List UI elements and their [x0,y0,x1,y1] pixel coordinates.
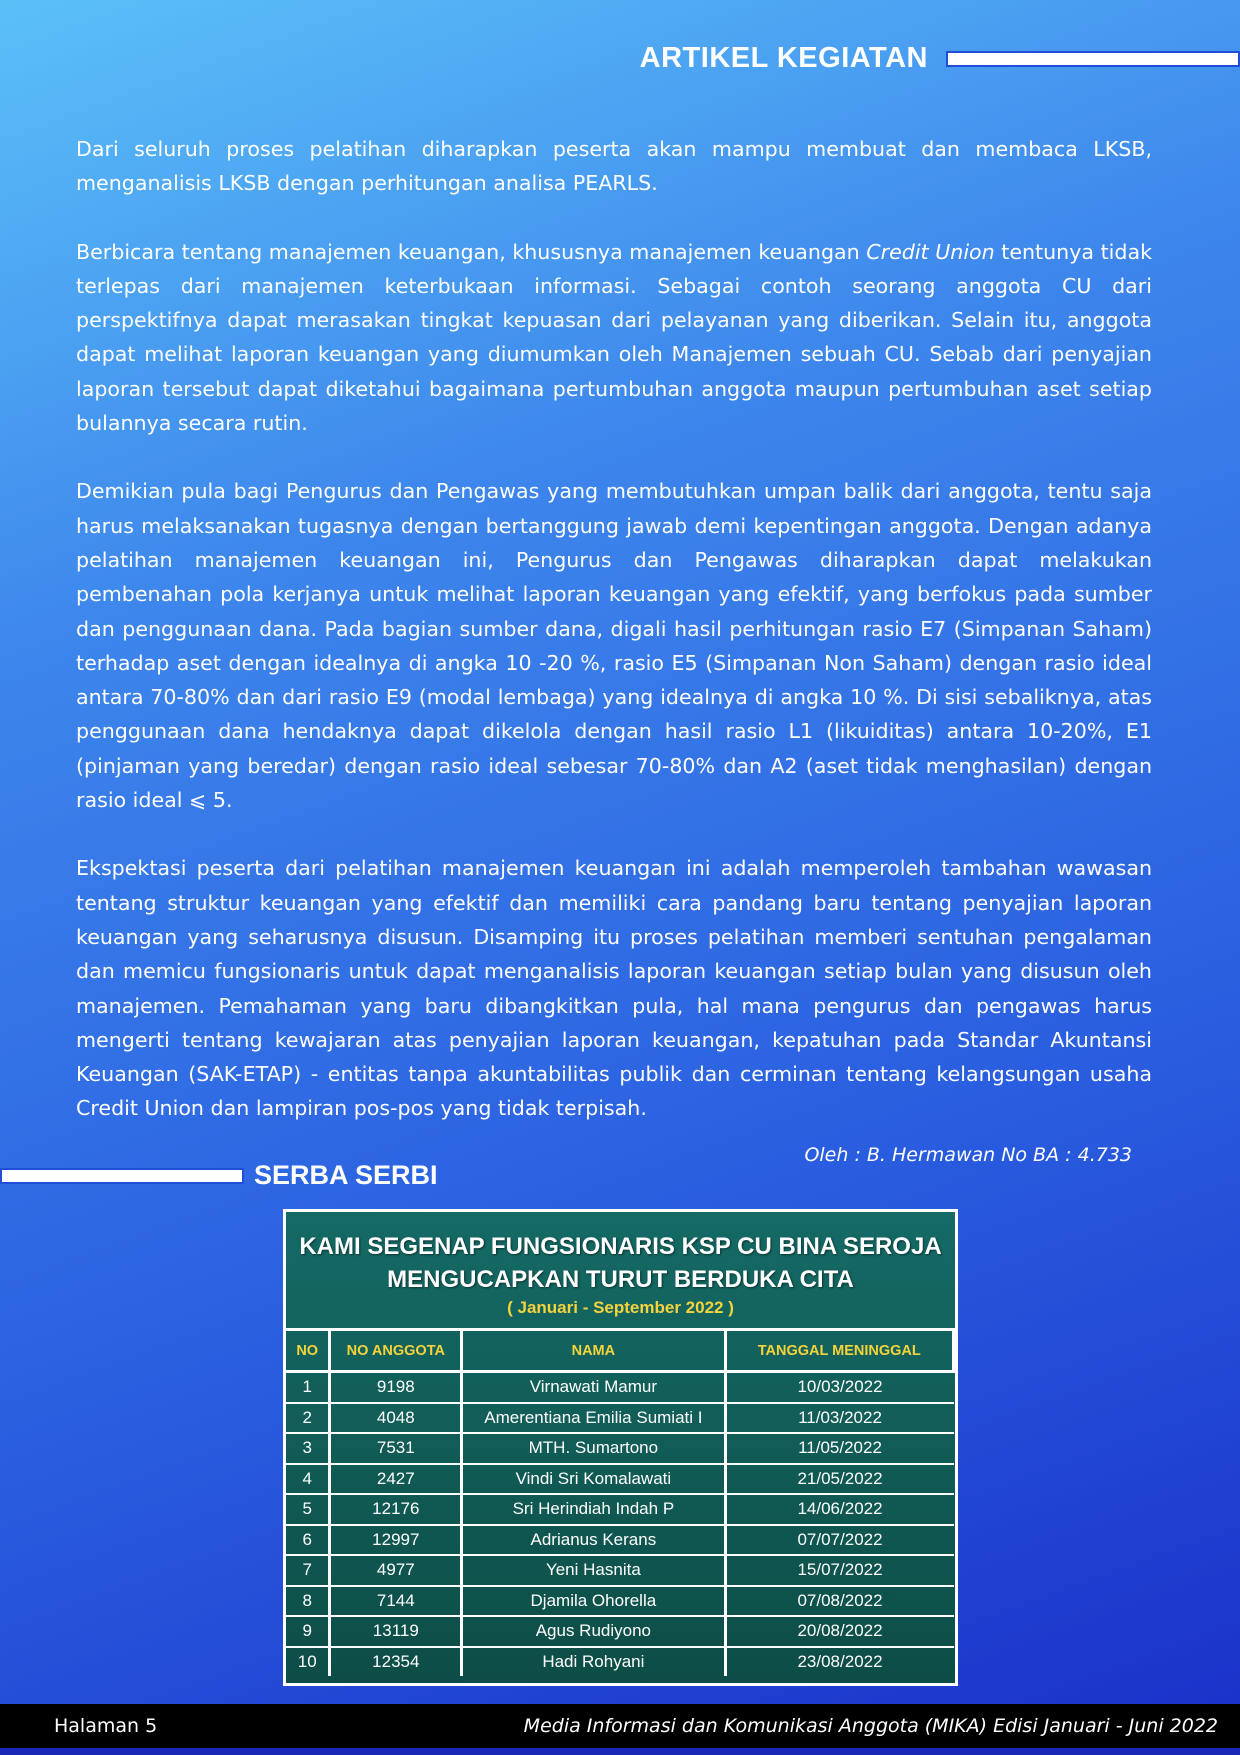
cell-no: 10 [297,1651,317,1671]
article-paragraph-4: Ekspektasi peserta dari pelatihan manajemen keuangan ini adalah memperoleh tambahan wawasan tentang struktur keuangan yang efektif dan memiliki cara pandang baru tentang penyajian laporan keuangan yang seharusnya disusun. Disamping itu proses pelatihan memberi sentuhan pengalaman dan memicu fungsionaris untuk dapat menganalisis laporan keuangan setiap bulan yang disusun oleh manajemen. Pemahaman yang baru dibangkitkan pula, hal mana pengurus dan pengawas harus mengerti tentang kewajaran atas penyajian laporan keuangan, kepatuhan pada Standar Akuntansi Keuangan (SAK-ETAP) - entitas tanpa akuntabilitas publik dan cerminan tentang kelangsungan usaha Credit Union dan lampiran pos-pos yang tidak terpisah. [76,856,1152,1121]
cell-no: 8 [286,1586,330,1617]
condolence-card [283,1209,958,1686]
cell-date: 20/08/2022 [725,1616,953,1647]
article-paragraph-1: Dari seluruh proses pelatihan diharapkan peserta akan mampu membuat dan membaca LKSB, menganalisis LKSB dengan perhitungan analisa PEARLS. [76,137,1152,196]
cell-member-number: 7144 [330,1586,462,1617]
cell-name: MTH. Sumartono [462,1433,725,1464]
table-row [286,1403,954,1434]
cell-member-number: 13119 [330,1616,462,1647]
cell-no: 3 [286,1433,330,1464]
table-row [286,1433,954,1464]
column-header-name: NAMA [462,1330,725,1372]
cell-date: 11/05/2022 [725,1433,953,1464]
column-header-no: NO [286,1330,330,1372]
section-header-title: ARTIKEL KEGIATAN [639,42,928,74]
cell-date: 21/05/2022 [725,1464,953,1495]
column-header-member-number: NO ANGGOTA [330,1330,462,1372]
article-paragraph-3: Demikian pula bagi Pengurus dan Pengawas yang membutuhkan umpan balik dari anggota, tentu saja harus melaksanakan tugasnya dengan bertanggung jawab demi kepentingan anggota. Dengan adanya pelatihan manajemen keuangan ini, Pengurus dan Pengawas diharapkan dapat melakukan pembenahan pola kerjanya untuk melihat laporan keuangan yang efektif, yang berfokus pada sumber dan penggunaan dana. Pada bagian sumber dana, digali hasil perhitungan rasio E7 (Simpanan Saham) terhadap aset dengan idealnya di angka 10 -20 %, rasio E5 (Simpanan Non Saham) dengan rasio ideal antara 70-80% dan dari rasio E9 (modal lembaga) yang idealnya di angka 10 %. Di sisi sebaliknya, atas penggunaan dana hendaknya dapat dikelola dengan hasil rasio L1 (likuiditas) antara 10-20%, E1 (pinjaman yang beredar) dengan rasio ideal sebesar 70-80% dan A2 (aset tidak menghasilan) dengan rasio ideal ⩽ 5. [76,479,1152,813]
table-row [286,1647,954,1677]
cell-member-number: 12354 [330,1647,462,1677]
condolence-title [286,1212,955,1296]
cell-no: 6 [286,1525,330,1556]
cell-member-number: 2427 [330,1464,462,1495]
paragraph-2-text-end: tentunya tidak terlepas dari manajemen keterbukaan informasi. Sebagai contoh seorang anggota CU dari perspektifnya dapat merasakan tingkat kepuasan dari pelayanan yang diberikan. Selain itu, anggota dapat melihat laporan keuangan yang diumumkan oleh Manajemen sebuah CU. Sebab dari penyajian laporan tersebut dapat diketahui bagaimana pertumbuhan anggota maupun pertumbuhan aset setiap bulannya secara rutin. [76,239,1152,436]
table-row [286,1372,954,1403]
table-row [286,1586,954,1617]
page-number: Halaman 5 [54,1715,158,1737]
cell-no: 4 [286,1464,330,1495]
cell-date: 07/07/2022 [725,1525,953,1556]
cell-name: Agus Rudiyono [462,1616,725,1647]
table-row [286,1616,954,1647]
article-author: Oleh : B. Hermawan No BA : 4.733 [804,1144,1132,1166]
column-header-date-of-death: TANGGAL MENINGGAL [725,1330,953,1372]
cell-member-number: 4048 [330,1403,462,1434]
table-row [286,1525,954,1556]
condolence-period: ( Januari - September 2022 ) [507,1298,734,1317]
condolence-title-line-2: MENGUCAPKAN TURUT BERDUKA CITA [387,1266,854,1293]
footer-decorative-line [0,1748,1240,1755]
cell-member-number: 4977 [330,1555,462,1586]
cell-name: Virnawati Mamur [462,1372,725,1403]
cell-member-number: 7531 [330,1433,462,1464]
table-row [286,1555,954,1586]
condolence-title-line-1: KAMI SEGENAP FUNGSIONARIS KSP CU BINA SEROJA [299,1233,942,1260]
cell-name: Vindi Sri Komalawati [462,1464,725,1495]
paragraph-2-italic-term: Credit Union [866,239,995,264]
cell-member-number: 9198 [330,1372,462,1403]
cell-date: 23/08/2022 [725,1647,953,1677]
article-body [76,132,1152,1160]
publication-name: Media Informasi dan Komunikasi Anggota (MIKA) Edisi Januari - Juni 2022 [523,1715,1218,1737]
cell-date: 07/08/2022 [725,1586,953,1617]
cell-no: 1 [286,1372,330,1403]
cell-name: Amerentiana Emilia Sumiati I [462,1403,725,1434]
cell-name: Djamila Ohorella [462,1586,725,1617]
cell-no: 9 [286,1616,330,1647]
table-row [286,1494,954,1525]
cell-name: Adrianus Kerans [462,1525,725,1556]
cell-no: 5 [286,1494,330,1525]
page-footer [0,1704,1240,1748]
cell-date: 10/03/2022 [725,1372,953,1403]
cell-name: Sri Herindiah Indah P [462,1494,725,1525]
cell-no: 7 [286,1555,330,1586]
paragraph-2-text-start: Berbicara tentang manajemen keuangan, khususnya manajemen keuangan [76,239,867,264]
table-header-row [286,1330,954,1372]
article-paragraph-2 [76,235,1152,441]
section-decorative-bar [0,1168,244,1184]
condolence-table [286,1328,955,1676]
header-decorative-bar [946,51,1240,67]
cell-no: 2 [286,1403,330,1434]
cell-date: 11/03/2022 [725,1403,953,1434]
cell-name: Yeni Hasnita [462,1555,725,1586]
cell-name: Hadi Rohyani [462,1647,725,1677]
cell-member-number: 12176 [330,1494,462,1525]
cell-member-number: 12997 [330,1525,462,1556]
table-row [286,1464,954,1495]
cell-date: 15/07/2022 [725,1555,953,1586]
cell-date: 14/06/2022 [725,1494,953,1525]
section-title: SERBA SERBI [254,1160,438,1190]
